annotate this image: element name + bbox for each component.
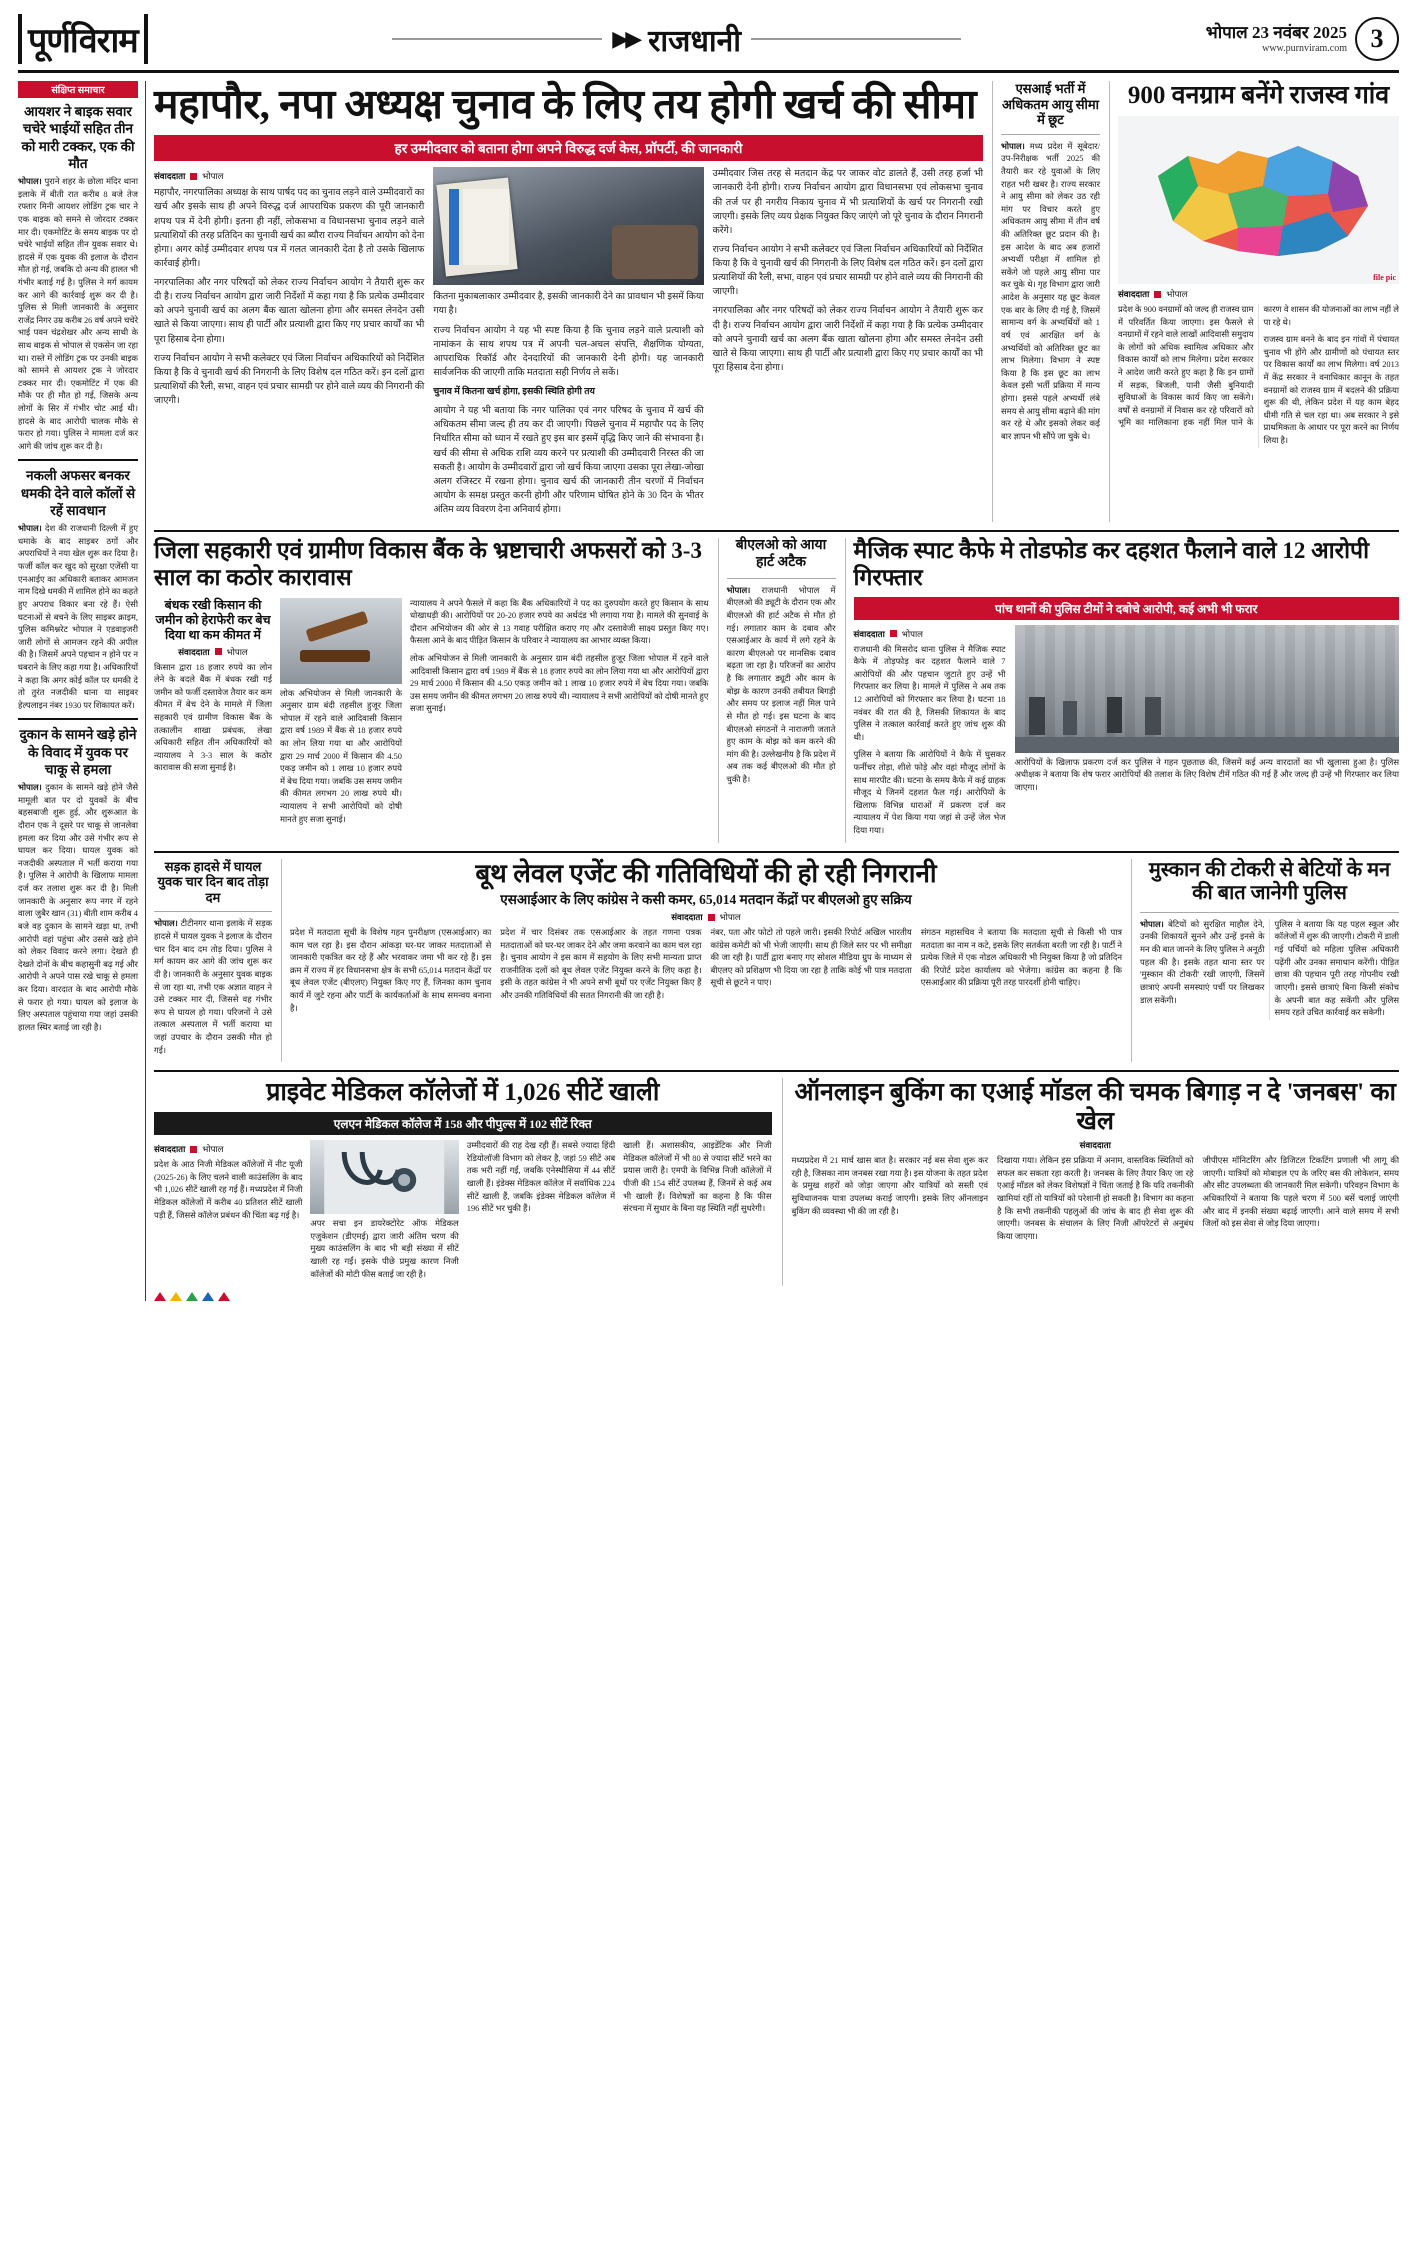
page-number: 3 [1355, 17, 1399, 61]
medical-subhead: एलएन मेडिकल कॉलेज में 158 और पीपुल्स में 102 सीटें रिक्त [154, 1112, 772, 1135]
bank-fraud-headline: जिला सहकारी एवं ग्रामीण विकास बैंक के भ्रष्टाचारी अफसरों को 3-3 साल का कठोर कारावास [154, 538, 702, 590]
byline [1118, 288, 1399, 300]
brief-item [18, 467, 138, 712]
bank-fraud-photo-col [280, 598, 402, 832]
booking-para-2: दिखाया गया। लेकिन इस प्रक्रिया में अनाम, वास्तविक स्थितियों को सफल कर सकता रहा करती है। जनबस के लिए तैयार किए जा रहे एआई मॉडल को लेकर विशेषज्ञों ने चिंता जताई है कि यदि तकनीकी खामियां रहीं तो यात्रियों को परेशानी हो सकती है। विभाग का कहना है कि सभी तकनीकी पहलुओं की जांच के बाद ही सेवा शुरू की जाएगी। जनबस के संचालन के लिए निजी ऑपरेटरों से अनुबंध किया जाएगा। [997, 1156, 1194, 1241]
cafe-para-2: पुलिस ने बताया कि आरोपियों ने कैफे में घुसकर फर्नीचर तोड़ा, शीशे फोड़े और वहां मौजूद लोगों के साथ मारपीट की। घटना के समय कैफे में कई ग्राहक मौजूद थे जिनमें दहशत फैल गई। आरोपियों के खिलाफ विभिन्न धाराओं में प्रकरण दर्ज कर न्यायालय में पेश किया गया जहां से उन्हें जेल भेज दिया गया। [853, 750, 1006, 836]
online-booking-story [782, 1078, 1400, 1286]
blo-monitor-subhead: एसआईआर के लिए कांग्रेस ने कसी कमर, 65,014 मतदान केंद्रों पर बीएलओ हुए सक्रिय [500, 891, 912, 907]
section-banner [148, 19, 1206, 60]
vangram-para-1: प्रदेश के 900 वनग्रामों को जल्द ही राजस्व ग्राम में परिवर्तित किया जाएगा। इस फैसले से वनग्रामों में रहने वाले लाखों आदिवासी समुदाय के लोगों को अधिक स्वामित्व अधिकार और विकास कार्यों को लाभ मिलेगा। प्रदेश सरकार ने आदेश जारी करते हुए कहा है कि इन ग्रामों में सड़क, बिजली, पानी जैसी बुनियादी सुविधाओं के विकास कार्य किए जा सकेंगे। वर्षों से वनग्रामों में निवास कर रहे परिवारों को भूमि का मालिकाना हक नहीं मिल पाने के कारण वे शासन की योजनाओं का लाभ नहीं ले पा रहे थे। [1118, 305, 1399, 428]
blo-para-2: प्रदेश में चार दिसंबर तक एसआईआर के तहत गणना पत्रक मतदाताओं को घर-घर जाकर देने और जमा करवाने का काम चल रहा है। चुनाव आयोग ने इस काम में सहयोग के लिए सभी मान्यता प्राप्त राजनीतिक दलों को बूथ लेवल एजेंट नियुक्त करने के लिए कहा है। इसी के तहत कांग्रेस ने भी अपने सभी बूथों पर एजेंट नियुक्त किए हैं और उनकी गतिविधियों की सतत निगरानी की जा रही है। [500, 928, 702, 1001]
triangle-icon [154, 1292, 166, 1301]
triangle-icon [218, 1292, 230, 1301]
divider [1001, 134, 1100, 135]
triangle-icon [202, 1292, 214, 1301]
muskan-story [1131, 859, 1399, 1062]
bullet-icon [890, 630, 897, 637]
bullet-icon [708, 914, 715, 921]
double-arrow-icon: ▶▶ [612, 26, 639, 51]
dateline: भोपाल। [18, 524, 42, 534]
brief-text: देश की राजधानी दिल्ली में हुए धमाके के बाद साइबर ठगों और अपराधियों ने नया खेल शुरू कर दिया है। फर्जी कॉल कर खुद को सुरक्षा एजेंसी या एनआईए का अधिकारी बताकर आमजन नाम दिखे धमकी में शामिल होने का कहते हुए अपराध विकार बना रहे हैं। ऐसी घटनाओं से बचने के लिए साइबर क्राइम, पुलिस कमिश्नरेट भोपाल ने एडवाइजरी जारी लोगों से आमजन रहने की अपील की है। जिसमें अपने पहचान न होने पर न घबराने के लिए कहा गया है। अधिकारियों ने कहा कि अगर कोई कॉल पर धमकी दे तो तुरंत नजदीकी थाना या साइबर हेल्पलाइन नंबर 1930 पर शिकायत करें। [18, 524, 139, 710]
blo-para-1: प्रदेश में मतदाता सूची के विशेष गहन पुनरीक्षण (एसआईआर) का काम चल रहा है। इस दौरान आंकड़ा घर-घर जाकर मतदाताओं से जानकारी एकत्रित कर रहे हैं और भरवाकर जमा भी कर रहे हैं। इस क्रम में राज्य में हर विधानसभा क्षेत्र के सभी 65,014 मतदान केंद्रों पर बूथ लेवल एजेंट (बीएलए) नियुक्त किए गए हैं, जिनका काम चुनाव कार्य में जुटे रहना और पार्टी के कार्यकर्ताओं के साथ समन्वय बनाना है। [290, 928, 492, 1013]
brief-text: पुराने शहर के छोला मंदिर थाना इलाके में बीती रात करीब 8 बजे तेज रफ्तार मिनी आयशर लोडिंग ट्रक चार ने एक बाइक को समने से जोरदार टक्कर मार दी। एकमोटिंट के समय बाइक पर दो चचेरे भाईयों सहित तीन युवक सवार थे। हादसे में एक युवक की इलाज के दौरान मौत हो गई, जबकि दो अन्य की हालत भी गंभीर बताई गई है। पुलिस ने मर्ग कायम कर आगे की कार्रवाई शुरू कर दी है। पुलिस से मिली जानकारी के अनुसार राजेंद्र निगर उम्र करीब 26 वर्ष अपने चचेरे भाई पवन चंद्रशेखर और अन्य साथी के साथ बाइक से भोपाल से एकसेन जा रहा था। रास्ते में लोडिंग ट्रक पर उनकी बाइक को सामने से आयशर ट्रक ने जोरदार टक्कर मार दी। एकमोटिंट में एक की मौके पर ही मौत हो गई, जिसके अन्य लोगों के सिर में गंभीर चोट आई थी। हादसे के बाद आरोपी चालक मौके से फरार हो गया। पुलिस ने मामला दर्ज कर आगे की जांच शुरू कर दी है। [18, 177, 139, 451]
medical-para-4: खाली हैं। अशासकीय, आइडेंटिक और निजी मेडिकल कॉलेजों में भी 80 से ज्यादा सीटें भरने का प्रयास जारी है। एमपी के विभिन्न निजी कॉलेजों में पीजी की 154 सीटें उपलब्ध हैं, जिनमें से कई अब भी खाली हैं। विशेषज्ञों का कहना है कि फीस संरचना में सुधार के बिना यह स्थिति नहीं सुधरेगी। [623, 1141, 772, 1214]
lead-story [154, 81, 983, 522]
muskan-para-2: पुलिस ने बताया कि यह पहल स्कूल और कॉलेजों में शुरू की जाएगी। टोकरी में डाली गई पर्चियों को महिला पुलिस अधिकारी पढ़ेंगी और उनका समाधान करेंगी। पीड़ित छात्रा की पहचान पूरी तरह गोपनीय रखी जाएगी। इससे छात्राएं बिना किसी संकोच के अपनी बात कह सकेंगी और पुलिस समय रहते उचित कार्रवाई कर सकेगी। [1274, 919, 1399, 1018]
bullet-icon [215, 648, 222, 655]
medical-col-2 [310, 1140, 458, 1286]
bank-fraud-text-col [410, 598, 709, 832]
cctv-photo [1015, 625, 1400, 753]
byline-name: संवाददाता [1079, 1140, 1111, 1151]
rail-tag: संक्षिप्त समाचार [18, 81, 138, 98]
byline [854, 628, 1006, 640]
lead-headline: महापौर, नपा अध्यक्ष चुनाव के लिए तय होगी खर्च की सीमा [154, 81, 977, 127]
vangram-headline: 900 वनग्राम बनेंगे राजस्व गांव [1127, 82, 1390, 109]
booking-para-1: मध्यप्रदेश में 21 मार्च खास बात है। सरकार नई बस सेवा शुरू कर रही है, जिसका नाम जनबस रखा गया है। इस योजना के तहत प्रदेश के प्रमुख शहरों को जोड़ा जाएगा और यात्रियों को सस्ती एवं सुविधाजनक यात्रा उपलब्ध कराई जाएगी। इसके लिए ऑनलाइन बुकिंग की व्यवस्था भी की जा रही है। [791, 1156, 988, 1216]
road-accident-headline: सड़क हादसे में घायल युवक चार दिन बाद तोड़ा दम [157, 858, 269, 905]
lead-para-9: नगरपालिका और नगर परिषदों को लेकर राज्य निर्वाचन आयोग ने तैयारी शुरू कर दी है। राज्य निर्वाचन आयोग द्वारा जारी निर्देशों में कहा गया है कि प्रत्येक उम्मीदवार को अपने चुनावी खर्च का अलग बैंक खाता खोलना होगा और समस्त लेनदेन उसी खाते से किया जाएगा। साथ ही पार्टी और प्रत्याशी द्वारा किए गए प्रचार कार्यों का भी पूरा हिसाब देना होगा। [712, 306, 983, 373]
byline [290, 911, 1122, 923]
section-title: राजधानी [648, 24, 742, 58]
lead-para-8: राज्य निर्वाचन आयोग ने सभी कलेक्टर एवं जिला निर्वाचन अधिकारियों को निर्देशित किया है कि वे चुनावी खर्च की निगरानी के लिए विशेष दल गठित करें। इन दलों द्वारा प्रत्याशियों की रैली, सभा, वाहन एवं प्रचार सामग्री पर होने वाले व्यय की निगरानी की जाएगी। [712, 244, 983, 298]
bank-fraud-subhead: बंधक रखी किसान की जमीन को हेराफेरी कर बेच दिया था कम कीमत में [155, 597, 271, 642]
edition-date-block [1206, 22, 1347, 56]
dateline: भोपाल। [726, 585, 751, 595]
bank-fraud-para-1: किसान द्वारा 18 हजार रुपये का लोन लेने के बदले बैंक में बंधक रखी गई जमीन को फर्जी दस्तावेज तैयार कर कम कीमत में बेच देने के मामले में जिला सहकारी एवं ग्रामीण विकास बैंक के तत्कालीन शाखा प्रबंधक, लेखा अधिकारी सहित तीन अधिकारियों को न्यायालय ने 3-3 साल के कठोर कारावास की सजा सुनाई है। [154, 662, 272, 773]
lead-kicker: हर उम्मीदवार को बताना होगा अपने विरुद्ध दर्ज केस, प्रॉपर्टी, की जानकारी [154, 135, 983, 161]
byline-place: भोपाल [202, 171, 224, 182]
sai-recruitment-story [992, 81, 1100, 522]
divider [18, 718, 138, 720]
divider [18, 459, 138, 461]
mp-map-photo [1118, 116, 1399, 284]
byline [154, 170, 424, 182]
byline-place: भोपाल [1166, 289, 1188, 299]
medical-para-3: उम्मीदवारों की राह देख रही हैं। सबसे ज्यादा हिंदी रेडियोलॉजी विभाग को लेकर है, जहां 59 सीटें अब तक भरी नहीं गईं, जबकि एनेस्थीसिया में 44 सीटें खाली हैं। इंडेक्स मेडिकल कॉलेज में सर्वाधिक 224 सीटें खाली हैं, जबकि इंडेक्स मेडिकल कॉलेज में 196 सीटें भर चुकी हैं। [466, 1141, 616, 1214]
lead-col-1 [154, 167, 424, 522]
divider [154, 851, 1399, 853]
cafe-headline: मैजिक स्पाट कैफे मे तोडफोड कर दहशत फैलाने वाले 12 आरोपी गिरफ्तार [853, 538, 1370, 590]
brief-text: दुकान के सामने खड़े होने जैसे मामूली बात पर दो युवकों के बीच बहसबाजी शुरू हुई, और शुरूआत के दौरान एक ने दूसरे पर चाकू से जानलेवा हमला कर दिया और उसे गंभीर रूप से घायल कर दिया। घायल युवक को नजदीकी अस्पताल में भर्ती कराया गया है। पुलिस ने आरोपी के खिलाफ मामला दर्ज कर तलाश शुरू कर दी है। मिली जानकारी के अनुसार रूप नगर में रहने वाला जुबैर खान (31) बीती शाम करीब 4 बजे वह दुकान के सामने खड़ा था, तभी आरोपी वहां पहुंचा और उससे खड़े होने को लेकर विवाद करने लगा। देखते ही देखते दोनों के बीच कहासुनी बढ़ गई और आरोपी ने अपने पास रखे चाकू से हमला कर दिया। वारदात के बाद आरोपी मौके से फरार हो गया। घायल को इलाज के लिए अस्पताल पहुंचाया गया जहां उसकी हालत स्थिर बताई जा रही है। [18, 783, 138, 1032]
muskan-headline: मुस्कान की टोकरी से बेटियों के मन की बात जानेगी पुलिस [1148, 858, 1391, 905]
byline-place: भोपाल [202, 1144, 224, 1155]
brief-headline: नकली अफसर बनकर धमकी देने वाले कॉलों से रहें सावधान [20, 468, 136, 518]
brief-item [18, 103, 138, 453]
lead-para-3: राज्य निर्वाचन आयोग ने सभी कलेक्टर एवं जिला निर्वाचन अधिकारियों को निर्देशित किया है कि वे चुनावी खर्च की निगरानी के लिए विशेष दल गठित करें। इन दलों द्वारा प्रत्याशियों की रैली, सभा, वाहन एवं प्रचार सामग्री पर होने वाले व्यय की निगरानी की जाएगी। [154, 353, 425, 407]
vangram-story [1109, 81, 1399, 522]
byline-name: संवाददाता [178, 646, 210, 657]
dateline: भोपाल। [18, 177, 42, 187]
muskan-para-1: बेटियों को सुरक्षित माहौल देने, उनकी शिकायतें सुनने और उन्हें इनसे के मन की बात जानने के लिए पुलिस ने अनूठी पहल की है। इसके तहत थाना स्तर पर 'मुस्कान की टोकरी' रखी जाएगी, जिसमें छात्राएं अपनी समस्याएं पर्ची पर लिखकर डाल सकेंगी। [1140, 919, 1265, 1005]
byline-place: भोपाल [226, 646, 248, 657]
road-accident-story [154, 859, 272, 1062]
dateline: भोपाल। [154, 919, 178, 929]
bank-fraud-sub-col [154, 598, 272, 832]
blo-col-1 [290, 927, 491, 1020]
booking-col-3 [1203, 1155, 1400, 1248]
booking-para-3: जीपीएस मॉनिटरिंग और डिजिटल टिकटिंग प्रणाली भी लागू की जाएगी। यात्रियों को मोबाइल एप के जरिए बस की लोकेशन, समय और सीट उपलब्धता की जानकारी मिल सकेगी। परिवहन विभाग के अधिकारियों ने बताया कि पहले चरण में 500 बसें चलाई जाएंगी और बाद में इनकी संख्या बढ़ाई जाएगी। आने वाले समय में सभी जिलों को इस सेवा से जोड़ दिया जाएगा। [1202, 1156, 1399, 1229]
bank-fraud-para-2: लोक अभियोजन से मिली जानकारी के अनुसार ग्राम बंदी तहसील हुजूर जिला भोपाल में रहने वाले आदिवासी किसान द्वारा वर्ष 1989 में बैंक से 18 हजार रुपये का लोन लिया गया था और आरोपियों द्वारा 29 मार्च 2000 में किसान की 4.50 एकड़ जमीन को 1 लाख 10 हजार रुपये में बेच दिया गया। जबकि उस समय जमीन की कीमत लगभग 20 लाख रुपये थी। न्यायालय ने सभी आरोपियों को दोषी मानते हुए सजा सुनाई। [280, 688, 402, 824]
blo-col-3 [711, 927, 912, 1020]
masthead-right [1206, 17, 1399, 61]
dateline: भोपाल। [1140, 919, 1164, 929]
footer-ornament [154, 1292, 1399, 1301]
lead-para-4: कितना मुकाबलाकार उम्मीदवार है, इसकी जानकारी देने का प्रावधान भी इसमें किया गया है। [433, 292, 704, 317]
byline-name: संवाददाता [154, 1144, 186, 1155]
cafe-para-1: राजधानी की मिसरोद थाना पुलिस ने मैजिक स्पाट कैफे में तोड़फोड़ कर दहशत फैलाने वाले 7 आरोपियों की और पहचान जुटाते हुए उन्हें भी गिरफ्तार कर लिया है। मामले में पुलिस ने अब तक 12 आरोपियों को गिरफ्तार कर लिया है। घटना 18 नवंबर की रात की है, जिसकी शिकायत के बाद पुलिस ने तत्काल कार्रवाई करते हुए जांच शुरू की थी। [853, 644, 1006, 742]
sai-body: मध्य प्रदेश में सूबेदार/उप-निरीक्षक भर्ती 2025 की तैयारी कर रहे युवाओं के लिए राहत भरी खबर है। राज्य सरकार ने आयु सीमा को लेकर उठ रही मांग पर विचार करते हुए अधिकतम आयु सीमा में तीन वर्ष की अतिरिक्त छूट प्रदान की है। इस आदेश के बाद अब हजारों अभ्यर्थी परीक्षा में शामिल हो सकेंगे जो पहले आयु सीमा पार कर चुके थे। गृह विभाग द्वारा जारी आदेश के अनुसार यह छूट केवल एक बार के लिए दी गई है, जिसमें सामान्य वर्ग के अभ्यर्थियों को 1 वर्ष एवं आरक्षित वर्ग के अभ्यर्थियों को अतिरिक्त छूट का लाभ मिलेगा। विभाग ने स्पष्ट किया है कि इस छूट का लाभ केवल इसी भर्ती प्रक्रिया में मान्य होगा। इससे पहले अभ्यर्थी लंबे समय से आयु सीमा बढ़ाने की मांग कर रहे थे और इसको लेकर कई बार ज्ञापन भी सौंपे जा चुके थे। [1001, 141, 1100, 441]
byline [154, 646, 272, 658]
lead-para-7: उम्मीदवार जिस तरह से मतदान केंद्र पर जाकर वोट डालते हैं, उसी तरह हर्जा भी जानकारी देनी होगी। राज्य निर्वाचन आयोग द्वारा विधानसभा एवं लोकसभा चुनाव की तर्ज पर ही नगरीय निकाय चुनाव में भी प्रत्याशियों के खर्च पर निगरानी रखी जाएगी। इसके लिए व्यय प्रेक्षक नियुक्त किए जाएंगे जो पूरे चुनाव के दौरान निगरानी करेंगे। [712, 169, 983, 236]
divider [154, 530, 1399, 532]
bank-fraud-para-4: लोक अभियोजन से मिली जानकारी के अनुसार ग्राम बंदी तहसील हुजूर जिला भोपाल में रहने वाले आदिवासी किसान द्वारा वर्ष 1989 में बैंक से 18 हजार रुपये का लोन लिया गया था और आरोपियों द्वारा 29 मार्च 2000 में किसान की 4.50 एकड़ जमीन को 1 लाख 10 हजार रुपये में बेच दिया गया। जबकि उस समय जमीन की कीमत लगभग 20 लाख रुपये थी। न्यायालय ने सभी आरोपियों को दोषी मानते हुए सजा सुनाई। [410, 653, 709, 714]
lead-para-2: नगरपालिका और नगर परिषदों को लेकर राज्य निर्वाचन आयोग ने तैयारी शुरू कर दी है। राज्य निर्वाचन आयोग द्वारा जारी निर्देशों में कहा गया है कि प्रत्येक उम्मीदवार को अपने चुनावी खर्च का अलग बैंक खाता खोलना होगा और समस्त लेनदेन उसी खाते से किया जाएगा। साथ ही पार्टी और प्रत्याशी द्वारा किए गए प्रचार कार्यों का भी पूरा हिसाब देना होगा। [154, 278, 425, 345]
medical-para-1: प्रदेश के आठ निजी मेडिकल कॉलेजों में नीट यूजी (2025-26) के लिए चलने वाली काउंसलिंग के बाद भी 1,026 सीटें खाली रह गई हैं। मध्यप्रदेश में निजी मेडिकल कॉलेजों में करीब 40 प्रतिशत सीटें खाली पड़ी हैं, जिससे कॉलेज प्रबंधन की चिंता बढ़ गई है। [154, 1160, 303, 1220]
cafe-subhead: पांच थानों की पुलिस टीमों ने दबोचे आरोपी, कई अभी भी फरार [854, 597, 1400, 620]
byline-name: संवाददाता [853, 628, 885, 639]
publication-logo: पूर्णविराम [18, 14, 148, 64]
stethoscope-icon [310, 1140, 458, 1214]
bullet-icon [1154, 291, 1161, 298]
lead-col-3 [713, 167, 983, 522]
stethoscope-photo [310, 1140, 458, 1214]
byline-name: संवाददाता [1118, 289, 1150, 299]
sai-headline: एसआई भर्ती में अधिकतम आयु सीमा में छूट [1001, 81, 1100, 128]
evm-photo [433, 167, 703, 285]
blo-para-4: संगठन महासचिव ने बताया कि मतदाता सूची से किसी भी पात्र मतदाता का नाम न कटे, इसके लिए सतर्कता बरती जा रही है। पार्टी ने प्रत्येक जिले में एक नोडल अधिकारी भी नियुक्त किया है जो प्रतिदिन की रिपोर्ट प्रदेश कार्यालय को भेजेगा। कांग्रेस का कहना है कि एसआईआर की प्रक्रिया पूरी तरह पारदर्शी होनी चाहिए। [920, 928, 1122, 988]
blo-para-3: नंबर, पता और फोटो तो पहले जारी। इसकी रिपोर्ट अखिल भारतीय कांग्रेस कमेटी को भी भेजी जाएगी। साथ ही जिले स्तर पर भी समीक्षा की जा रही है। पार्टी द्वारा बनाए गए सोशल मीडिया ग्रुप के माध्यम से बीएलए को प्रशिक्षण भी दिया जा रहा है ताकि कोई भी पात्र मतदाता सूची से छूटने न पाए। [710, 928, 912, 988]
main-content [154, 81, 1399, 1301]
bullet-icon [190, 1146, 197, 1153]
medical-col-3 [467, 1140, 615, 1286]
brief-item [18, 726, 138, 1034]
blo-attack-body: राजधानी भोपाल में बीएलओ की ड्यूटी के दौरान एक और बीएलओ की हार्ट अटैक से मौत हो गई। लगातार काम के दबाव और एसआईआर के कार्य में लगे रहने के कारण बीएलओ पर मानसिक दबाव बढ़ता जा रहा है। परिजनों का आरोप है कि लगातार ड्यूटी और काम के बोझ के कारण उनकी तबीयत बिगड़ी और समय पर इलाज नहीं मिल पाने से मौत हो गई। इस घटना के बाद बीएलओ संगठनों ने नाराजगी जताते हुए काम के बोझ को कम करने की मांग की है। उल्लेखनीय है कि प्रदेश में अब तक कई बीएलओ की मौत हो चुकी है। [726, 585, 836, 784]
brief-body [18, 523, 138, 712]
blo-attack-story [718, 538, 836, 842]
divider [154, 1070, 1399, 1072]
cafe-col-1 [854, 625, 1006, 843]
byline-name: संवाददाता [671, 912, 703, 923]
road-accident-body: टीटीनगर थाना इलाके में सड़क हादसे में घायल युवक ने इलाज के दौरान चार दिन बाद दम तोड़ दिया। पुलिस ने मर्ग कायम कर आगे की जांच शुरू कर दी है। जानकारी के अनुसार युवक बाइक से जा रहा था, तभी एक अज्ञात वाहन ने उसे टक्कर मार दी, जिससे वह गंभीर रूप से घायल हो गया। परिजनों ने उसे तत्काल अस्पताल में भर्ती कराया था जहां उपचार के दौरान उसकी मौत हो गई। [154, 919, 272, 1055]
medical-para-2: अपर सचा इन डायरेक्टोरेट ऑफ मेडिकल एजुकेशन (डीएमई) द्वारा जारी अंतिम चरण की मुख्य काउंसलिंग के बाद भी बड़ी संख्या में सीटें खाली रह गईं। इसके पीछे प्रमुख कारण निजी कॉलेजों की मोटी फीस बताई जा रही है। [310, 1219, 459, 1279]
blo-monitor-headline: बूथ लेवल एजेंट की गतिविधियों की हो रही निगरानी [475, 858, 937, 888]
gavel-photo [280, 598, 402, 684]
brief-headline: आयशर ने बाइक सवार चचेरे भाईयों सहित तीन को मारी टक्कर, एक की मौत [21, 104, 135, 171]
lead-para-5: राज्य निर्वाचन आयोग ने यह भी स्पष्ट किया है कि चुनाव लड़ने वाले प्रत्याशी को नामांकन के साथ शपथ पत्र में अपनी चल-अचल संपत्ति, शैक्षणिक योग्यता, आपराधिक रिकॉर्ड और देनदारियों की जानकारी देनी होगी। यह जानकारी सार्वजनिक की जाएगी ताकि मतदाता सही निर्णय ले सकें। [433, 325, 704, 378]
madhya-pradesh-map-icon [1118, 116, 1399, 284]
byline-place: भोपाल [719, 912, 741, 923]
rule-right [751, 38, 961, 40]
medical-headline: प्राइवेट मेडिकल कॉलेजों में 1,026 सीटें खाली [266, 1079, 660, 1107]
vangram-para-2: राजस्व ग्राम बनने के बाद इन गांवों में पंचायत चुनाव भी होंगे और ग्रामीणों को पंचायत स्तर पर विकास कार्यों का लाभ मिलेगा। वर्ष 2013 में केंद्र सरकार ने वनाधिकार कानून के तहत वनग्रामों को राजस्व ग्राम में बदलने की प्रक्रिया शुरू की थी, लेकिन प्रदेश में यह काम बेहद धीमी गति से चल रहा था। अब सरकार ने इसे प्राथमिकता के आधार पर पूरा करने का निर्णय लिया है। [1263, 335, 1399, 446]
blo-attack-headline: बीएलओ को आया हार्ट अटैक [735, 538, 827, 570]
triangle-icon [186, 1292, 198, 1301]
lead-subhead-2: चुनाव में कितना खर्च होगा, इसकी स्थिति होगी तय [433, 387, 595, 398]
booking-headline: ऑनलाइन बुकिंग का एआई मॉडल की चमक बिगाड़ न दे 'जनबस' का खेल [794, 1079, 1397, 1136]
dateline: भोपाल। [18, 783, 42, 793]
edition-date: भोपाल 23 नवंबर 2025 [1205, 23, 1347, 43]
triangle-icon [170, 1292, 182, 1301]
byline [154, 1143, 302, 1155]
brief-news-rail [18, 81, 146, 1301]
lead-para-1: महापौर, नगरपालिका अध्यक्ष के साथ पार्षद पद का चुनाव लड़ने वाले उम्मीदवारों का खर्च और इसके साथ ही अपने विरुद्ध दर्ज आपराधिक प्रकरण की पूरी जानकारी शपथ पत्र में देनी होगी। इतना ही नहीं, लोकसभा व विधानसभा चुनाव लड़ने वाले प्रत्याशियों की तरह प्रतिदिन का चुनावी खर्च का ब्यौरा राज्य निर्वाचन आयोग को देना होगा। अगर कोई उम्मीदवार शपथ पत्र में गलत जानकारी देता है तो उसके खिलाफ कार्रवाई होगी। [154, 188, 425, 269]
dateline: भोपाल। [1001, 141, 1025, 151]
rule-left [392, 38, 602, 40]
byline [792, 1139, 1400, 1151]
blo-monitoring-story [281, 859, 1122, 1062]
divider [154, 911, 272, 912]
divider [727, 578, 836, 579]
cafe-col-2 [1015, 625, 1400, 843]
cafe-case-story [845, 538, 1400, 842]
cafe-para-3: आरोपियों के खिलाफ प्रकरण दर्ज कर पुलिस ने गहन पूछताछ की, जिसमें कई अन्य वारदातों का भी खुलासा हुआ है। पुलिस अधीक्षक ने बताया कि शेष फरार आरोपियों की तलाश के लिए विशेष टीमें गठित की गई हैं और जल्द ही उन्हें भी गिरफ्तार कर लिया जाएगा। [1014, 757, 1399, 792]
byline-name: संवाददाता [154, 171, 186, 182]
booking-col-1 [792, 1155, 989, 1248]
lead-col-2 [433, 167, 703, 522]
medical-col-1 [154, 1140, 302, 1286]
medical-col-4 [623, 1140, 771, 1286]
medical-seats-story [154, 1078, 772, 1286]
byline-place: भोपाल [901, 628, 923, 639]
masthead [18, 14, 1399, 73]
brief-body [18, 176, 138, 453]
bank-fraud-para-3: न्यायालय ने अपने फैसले में कहा कि बैंक अधिकारियों ने पद का दुरुपयोग करते हुए किसान के साथ धोखाधड़ी की। आरोपियों पर 20-20 हजार रुपये का अर्थदंड भी लगाया गया है। मामले की सुनवाई के दौरान अभियोजन की ओर से 13 गवाह परीक्षित कराए गए और दस्तावेजी साक्ष्य प्रस्तुत किए गए। फैसला आने के बाद पीड़ित किसान के परिवार ने न्यायालय का आभार व्यक्त किया। [410, 598, 709, 646]
bullet-icon [190, 173, 197, 180]
divider [1140, 912, 1399, 913]
bank-fraud-story [154, 538, 709, 842]
blo-col-4 [921, 927, 1122, 1020]
booking-col-2 [997, 1155, 1194, 1248]
lead-para-6: आयोग ने यह भी बताया कि नगर पालिका एवं नगर परिषद के चुनाव में खर्च की अधिकतम सीमा जल्द ही तय कर दी जाएगी। पिछले चुनाव में महापौर पद के लिए निर्धारित सीमा को ध्यान में रखते हुए इस बार इसमें वृद्धि किए जाने की संभावना है। खर्च की सीमा से अधिक राशि व्यय करने पर प्रत्याशी की उम्मीदवारी निरस्त की जा सकती है। आयोग के उम्मीदवारों द्वारा जो खर्च किया जाएगा उसका पूरा लेखा-जोखा अलग रजिस्टर में रखना होगा। चुनाव खर्च की जानकारी तीन चरणों में निर्वाचन आयोग के समक्ष प्रस्तुत करनी होगी और परिणाम घोषित होने के 30 दिन के भीतर अंतिम व्यय विवरण देना अनिवार्य होगा। [433, 406, 704, 516]
blo-col-2 [500, 927, 701, 1020]
photo-credit: file pic [1373, 273, 1396, 282]
brief-body [18, 782, 138, 1034]
brief-headline: दुकान के सामने खड़े होने के विवाद में युवक पर चाकू से हमला [19, 727, 137, 777]
website-url: www.purnviram.com [1262, 43, 1347, 55]
